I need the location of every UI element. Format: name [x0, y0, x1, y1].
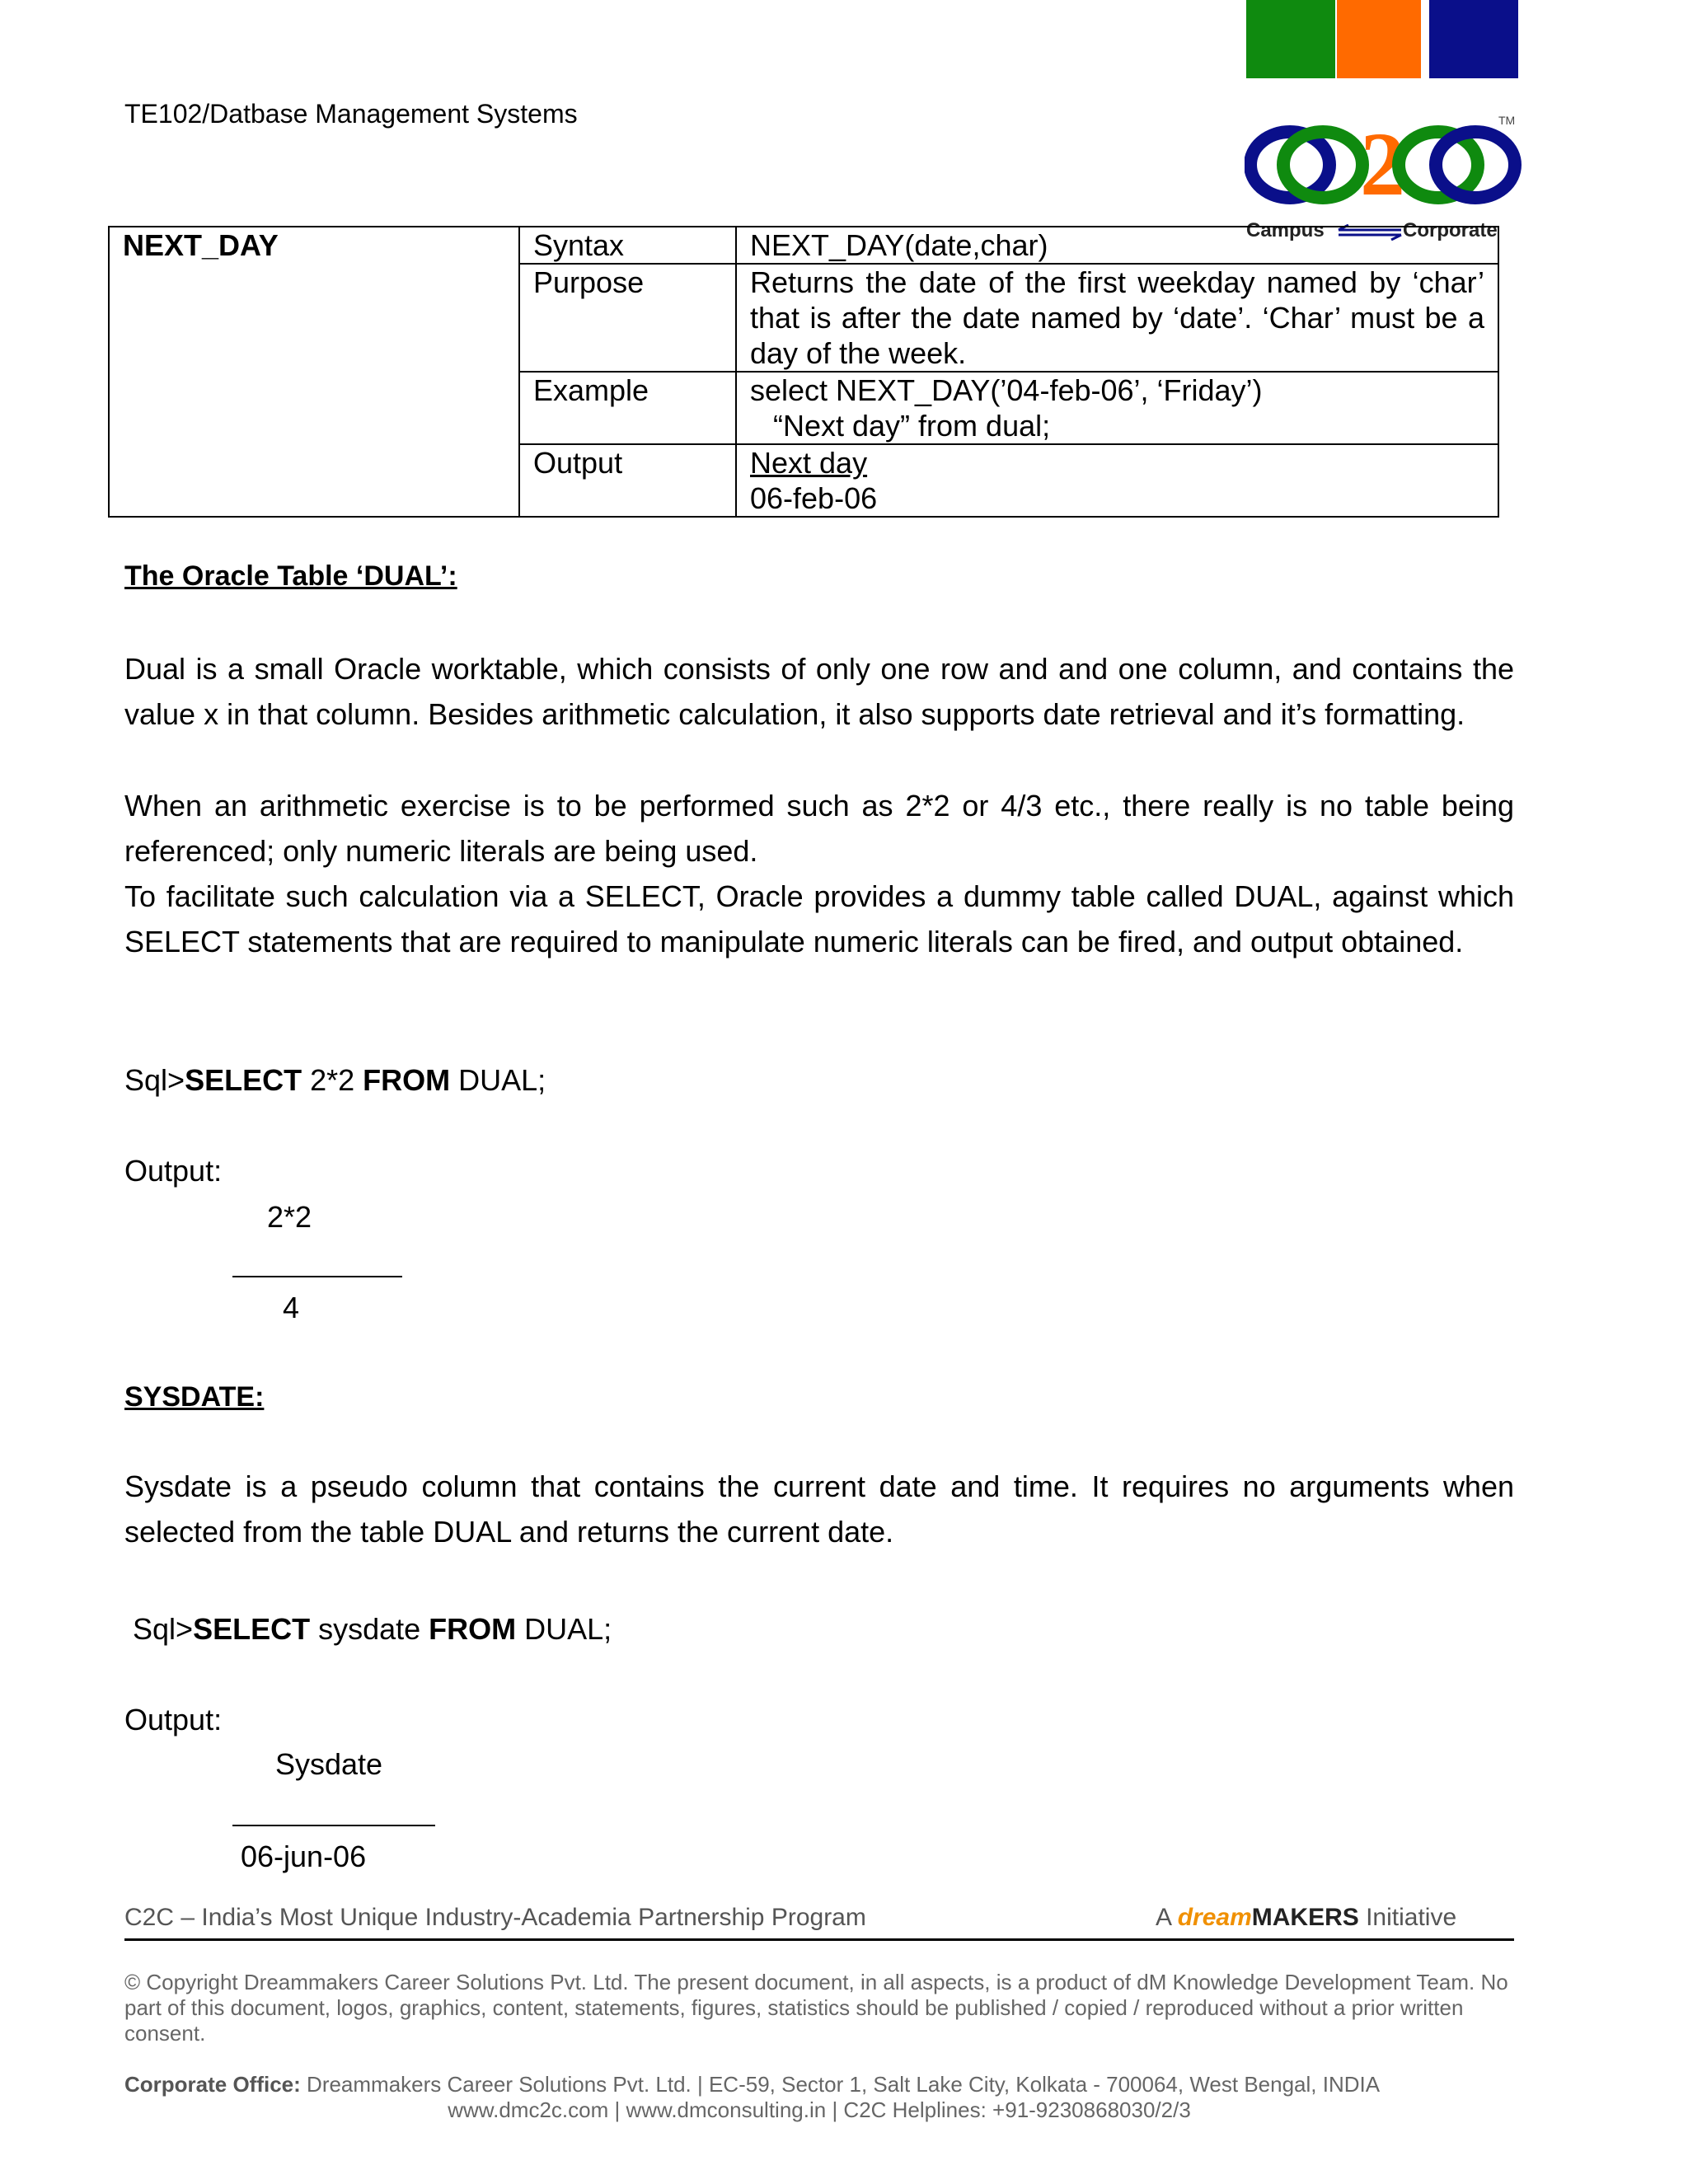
query-expression: sysdate — [310, 1612, 429, 1646]
query-keyword: FROM — [429, 1612, 517, 1646]
footer-initiative-text — [1156, 1904, 1456, 1932]
query-keyword: SELECT — [185, 1063, 302, 1097]
logo-block-green — [1246, 0, 1335, 78]
example-line-1: select NEXT_DAY(’04-feb-06’, ‘Friday’) — [750, 373, 1263, 407]
footer-address-line — [124, 2072, 1514, 2097]
page-header-title: TE102/Datbase Management Systems — [124, 99, 578, 129]
section-heading-sysdate: SYSDATE: — [124, 1381, 265, 1413]
output-header: Sysdate — [275, 1747, 383, 1781]
table-label-cell: Syntax — [519, 227, 736, 264]
table-row — [109, 227, 1498, 264]
dual-paragraph-2: When an arithmetic exercise is to be performed such as 2*2 or 4/3 etc., there really is no table being referenced; only numeric literals are being used. — [124, 789, 1514, 868]
query-table: DUAL; — [450, 1063, 546, 1097]
sysdate-query — [133, 1612, 612, 1647]
svg-text:2: 2 — [1360, 114, 1405, 214]
footer-brand-makers: MAKERS — [1251, 1904, 1359, 1931]
sysdate-paragraph: Sysdate is a pseudo column that contains the current date and time. It requires no arguments when selected from the table DUAL and returns the current date. — [124, 1469, 1514, 1549]
query-expression: 2*2 — [302, 1063, 363, 1097]
c2c-logo-mark — [1245, 114, 1525, 221]
output-value: 4 — [283, 1291, 300, 1324]
query-keyword: SELECT — [193, 1612, 311, 1646]
output-header: 2*2 — [267, 1200, 312, 1234]
function-name-cell: NEXT_DAY — [109, 227, 519, 517]
dual-paragraph-1: Dual is a small Oracle worktable, which consists of only one row and and one column, and contains the value x in that column. Besides arithmetic calculation, it also supports date retrieval and it’s formatting. — [124, 652, 1514, 731]
logo-block-orange — [1337, 0, 1421, 78]
function-table — [108, 226, 1499, 518]
output-column-header: Next day — [750, 446, 868, 480]
footer-initiative-prefix: A — [1156, 1904, 1178, 1931]
output-divider — [232, 1276, 402, 1277]
dual-paragraph-3: To facilitate such calculation via a SELECT, Oracle provides a dummy table called DUAL, against which SELECT statements that are required to manipulate numeric literals can be fired, and output obtained. — [124, 879, 1514, 958]
output-value: 06-jun-06 — [241, 1840, 367, 1873]
output-label: Output: — [124, 1154, 223, 1188]
table-label-cell: Output — [519, 444, 736, 517]
section-heading-dual: The Oracle Table ‘DUAL’: — [124, 560, 457, 592]
footer-corp-label: Corporate Office: — [124, 2072, 301, 2097]
logo-corporate-text: Corporate — [1403, 219, 1498, 241]
table-label-cell: Purpose — [519, 264, 736, 372]
example-line-2: “Next day” from dual; — [773, 409, 1051, 443]
logo-campus-text: Campus — [1246, 219, 1325, 241]
footer-brand-dream: dream — [1177, 1904, 1252, 1931]
table-value-cell — [736, 444, 1498, 517]
table-value-cell: Returns the date of the first weekday named by ‘char’ that is after the date named by ‘date’. ‘Char’ must be a day of the week. — [736, 264, 1498, 372]
footer-program-text: C2C – India’s Most Unique Industry-Academia Partnership Program — [124, 1904, 866, 1931]
output-label: Output: — [124, 1703, 223, 1736]
footer-corp-address: Dreammakers Career Solutions Pvt. Ltd. | EC-59, Sector 1, Salt Lake City, Kolkata - 700064, West Bengal, INDIA — [300, 2072, 1381, 2097]
table-value-cell: NEXT_DAY(date,char) — [736, 227, 1498, 264]
query-keyword: FROM — [363, 1063, 451, 1097]
footer-divider — [124, 1938, 1514, 1941]
trademark-mark: TM — [1498, 114, 1516, 127]
query-prompt: Sql> — [133, 1612, 194, 1646]
output-divider — [232, 1825, 435, 1826]
logo-block-blue — [1429, 0, 1518, 78]
query-table: DUAL; — [516, 1612, 612, 1646]
table-label-cell: Example — [519, 372, 736, 444]
output-column-value: 06-feb-06 — [750, 481, 878, 515]
footer-links: www.dmc2c.com | www.dmconsulting.in | C2C Helplines: +91-9230868030/2/3 — [448, 2097, 1191, 2122]
footer-corporate-office — [124, 2072, 1514, 2123]
footer-initiative-suffix: Initiative — [1358, 1904, 1457, 1931]
footer-copyright: © Copyright Dreammakers Career Solutions Pvt. Ltd. The present document, in all aspects, is a product of dM Knowledge Development Team. No part of this document, logos, graphics, content, statements, figures, statistics should be published / copied / reproduced without a prior written consent. — [124, 1970, 1508, 2046]
dual-query — [124, 1063, 546, 1098]
query-prompt: Sql> — [124, 1063, 185, 1097]
table-value-cell — [736, 372, 1498, 444]
